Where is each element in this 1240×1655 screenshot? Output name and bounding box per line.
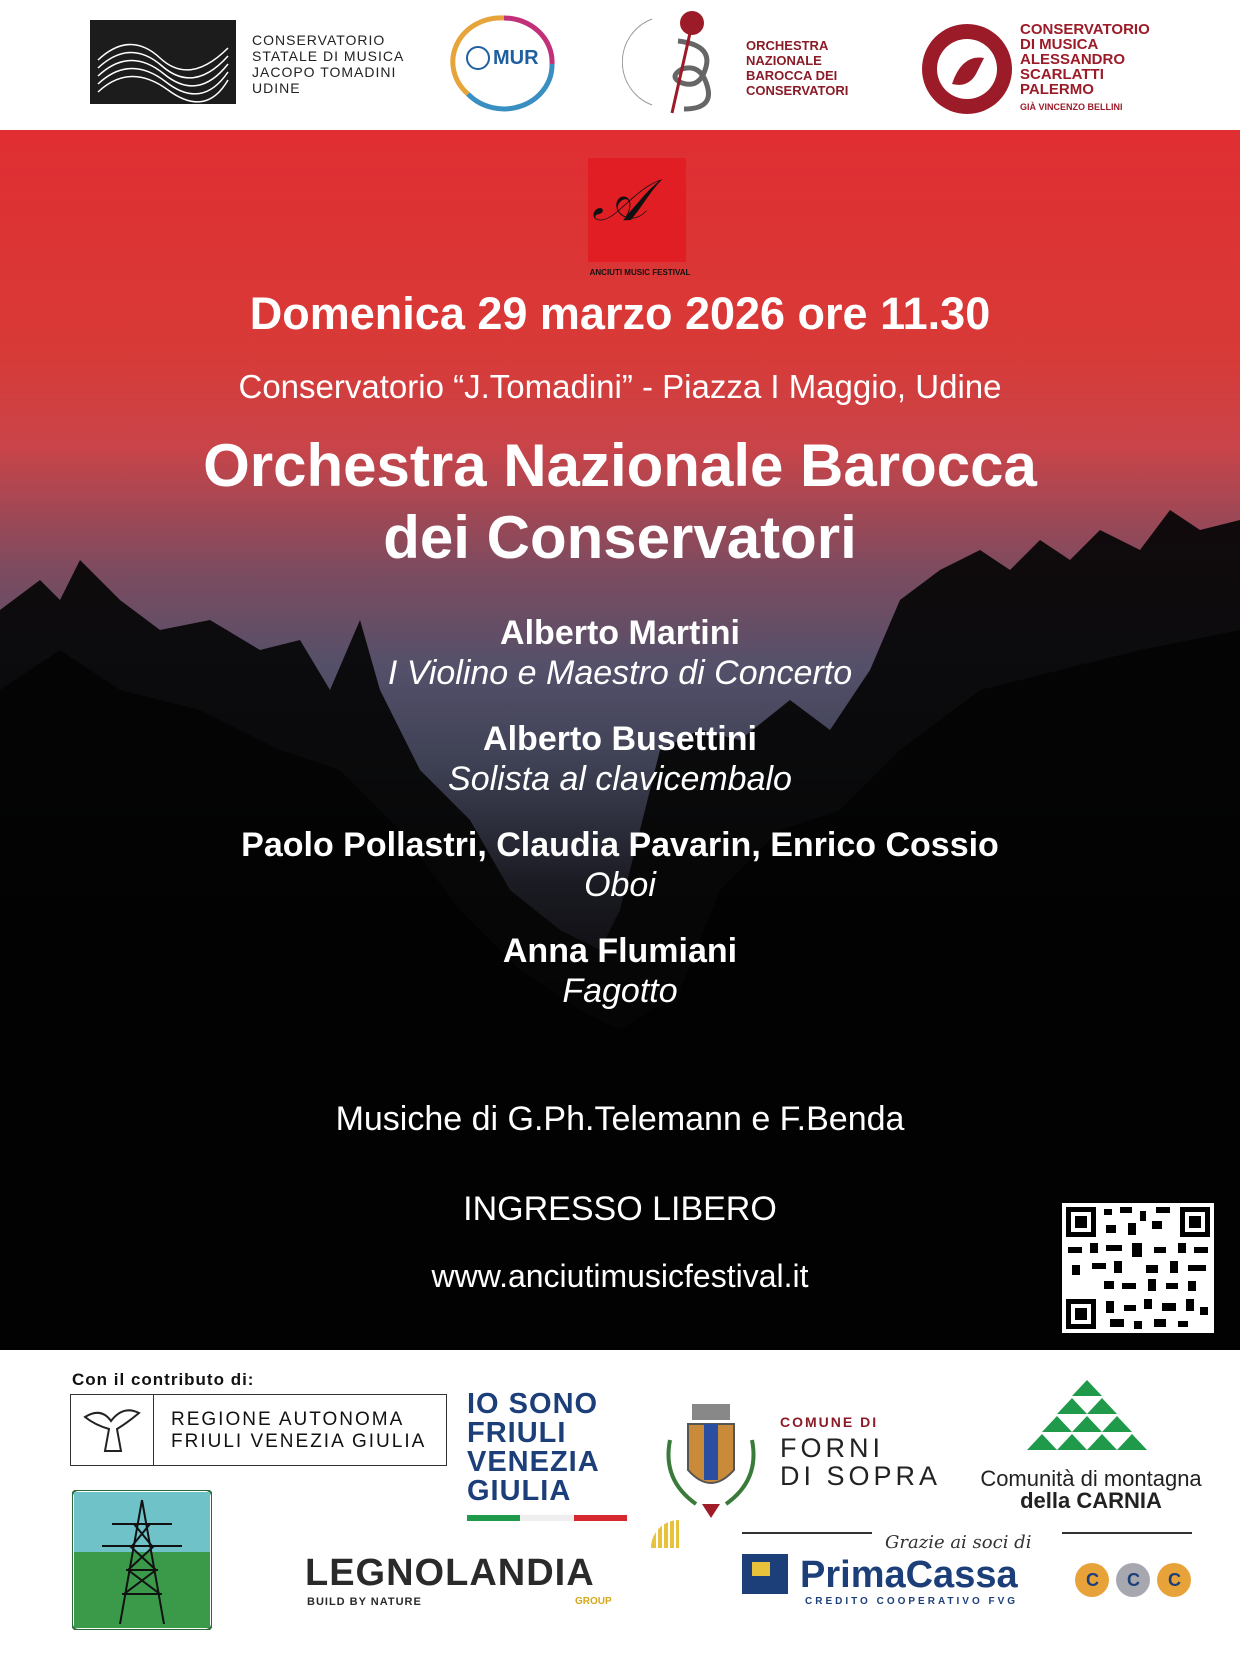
event-title <box>0 430 1240 574</box>
italian-flag-icon <box>467 1515 627 1521</box>
event-poster <box>0 130 1240 1350</box>
eagle-icon <box>71 1395 154 1465</box>
contribution-label: Con il contributo di: <box>72 1370 255 1389</box>
carnia-tree-icon <box>1022 1380 1152 1480</box>
palermo-line: DI MUSICA <box>1020 36 1099 53</box>
event-venue: Conservatorio “J.Tomadini” - Piazza I Maggio, Udine <box>238 368 1002 405</box>
fvg-line: REGIONE AUTONOMA <box>171 1409 405 1430</box>
tomadini-name <box>252 32 404 96</box>
iosono-fvg-logo <box>467 1390 600 1506</box>
legnolandia-name: LEGNOLANDIA <box>305 1552 595 1594</box>
performer-name: Alberto Martini <box>500 614 740 652</box>
performer-role: Oboi <box>584 866 656 904</box>
sponsor-header <box>0 0 1240 130</box>
grazie-divider <box>742 1532 1192 1536</box>
tomadini-line: CONSERVATORIO <box>252 32 386 48</box>
sponsor-footer <box>0 1350 1240 1655</box>
tomadini-line: UDINE <box>252 80 301 96</box>
onbc-line: ORCHESTRA <box>746 38 829 53</box>
legnolandia-group: GROUP <box>575 1596 612 1607</box>
onbc-logo-icon <box>622 5 742 117</box>
legnolandia-sun-icon <box>623 1506 679 1548</box>
fvg-line: FRIULI VENEZIA GIULIA <box>171 1431 427 1452</box>
fvg-logo <box>70 1394 447 1466</box>
palermo-line: SCARLATTI <box>1020 66 1104 83</box>
performer-name: Anna Flumiani <box>502 932 738 970</box>
performer-role: Fagotto <box>562 972 678 1010</box>
svg-text:C: C <box>1086 1570 1099 1590</box>
svg-text:C: C <box>1127 1570 1140 1590</box>
entry-info: INGRESSO LIBERO <box>463 1190 777 1228</box>
iosono-line: IO SONO <box>467 1388 599 1420</box>
iosono-line: VENEZIA <box>467 1446 600 1478</box>
legnolandia-tagline: BUILD BY NATURE <box>307 1596 422 1608</box>
palermo-name <box>1020 22 1150 97</box>
carnia-name <box>976 1468 1206 1512</box>
primacassa-name: PrimaCassa <box>800 1554 1018 1596</box>
grazie-label: Grazie ai soci di <box>885 1532 1032 1553</box>
forni-subtitle: COMUNE DI <box>780 1414 879 1430</box>
performer-name: Alberto Busettini <box>483 720 757 758</box>
palermo-line: CONSERVATORIO <box>1020 21 1150 38</box>
performer-role: Solista al clavicembalo <box>448 760 792 798</box>
forni-line: FORNI <box>780 1433 884 1463</box>
title-line: Orchestra Nazionale Barocca <box>203 432 1037 499</box>
palermo-subtitle: GIÀ VINCENZO BELLINI <box>1020 102 1123 112</box>
pylon-logo-icon <box>72 1490 212 1630</box>
iosono-line: GIULIA <box>467 1475 572 1507</box>
performer-role: I Violino e Maestro di Concerto <box>387 654 853 692</box>
festival-caption: ANCIUTI MUSIC FESTIVAL <box>589 268 691 277</box>
onbc-line: NAZIONALE <box>746 53 822 68</box>
qr-code-icon[interactable] <box>1062 1203 1214 1333</box>
clarinet-icon: 𝒜 <box>592 166 647 234</box>
performer-name: Paolo Pollastri, Claudia Pavarin, Enrico Cossio <box>241 826 999 864</box>
website-link[interactable]: www.anciutimusicfestival.it <box>431 1258 809 1294</box>
mur-logo-label: MUR <box>493 47 539 69</box>
forni-name <box>780 1434 941 1490</box>
tomadini-line: STATALE DI MUSICA <box>252 48 405 64</box>
svg-text:C: C <box>1168 1570 1181 1590</box>
iosono-line: FRIULI <box>467 1417 567 1449</box>
palermo-emblem-icon <box>922 24 1012 114</box>
tomadini-line: JACOPO TOMADINI <box>252 64 397 80</box>
palermo-line: ALESSANDRO <box>1020 51 1126 68</box>
fvg-name <box>171 1409 426 1453</box>
onbc-name <box>746 38 848 98</box>
palermo-line: PALERMO <box>1020 81 1094 98</box>
onbc-line: BAROCCA DEI <box>746 68 838 83</box>
event-date: Domenica 29 marzo 2026 ore 11.30 <box>249 288 991 339</box>
primacassa-tagline: CREDITO COOPERATIVO FVG <box>805 1596 1019 1607</box>
forni-line: DI SOPRA <box>780 1461 942 1491</box>
music-program: Musiche di G.Ph.Telemann e F.Benda <box>335 1100 905 1138</box>
primacassa-logo-icon <box>742 1554 788 1594</box>
onbc-line: CONSERVATORI <box>746 83 849 98</box>
tomadini-logo-icon <box>90 20 236 104</box>
title-line: dei Conservatori <box>383 504 857 571</box>
ccc-circles-icon <box>1074 1562 1192 1598</box>
carnia-line: Comunità di montagna <box>980 1466 1202 1491</box>
carnia-line: della CARNIA <box>1020 1488 1162 1513</box>
